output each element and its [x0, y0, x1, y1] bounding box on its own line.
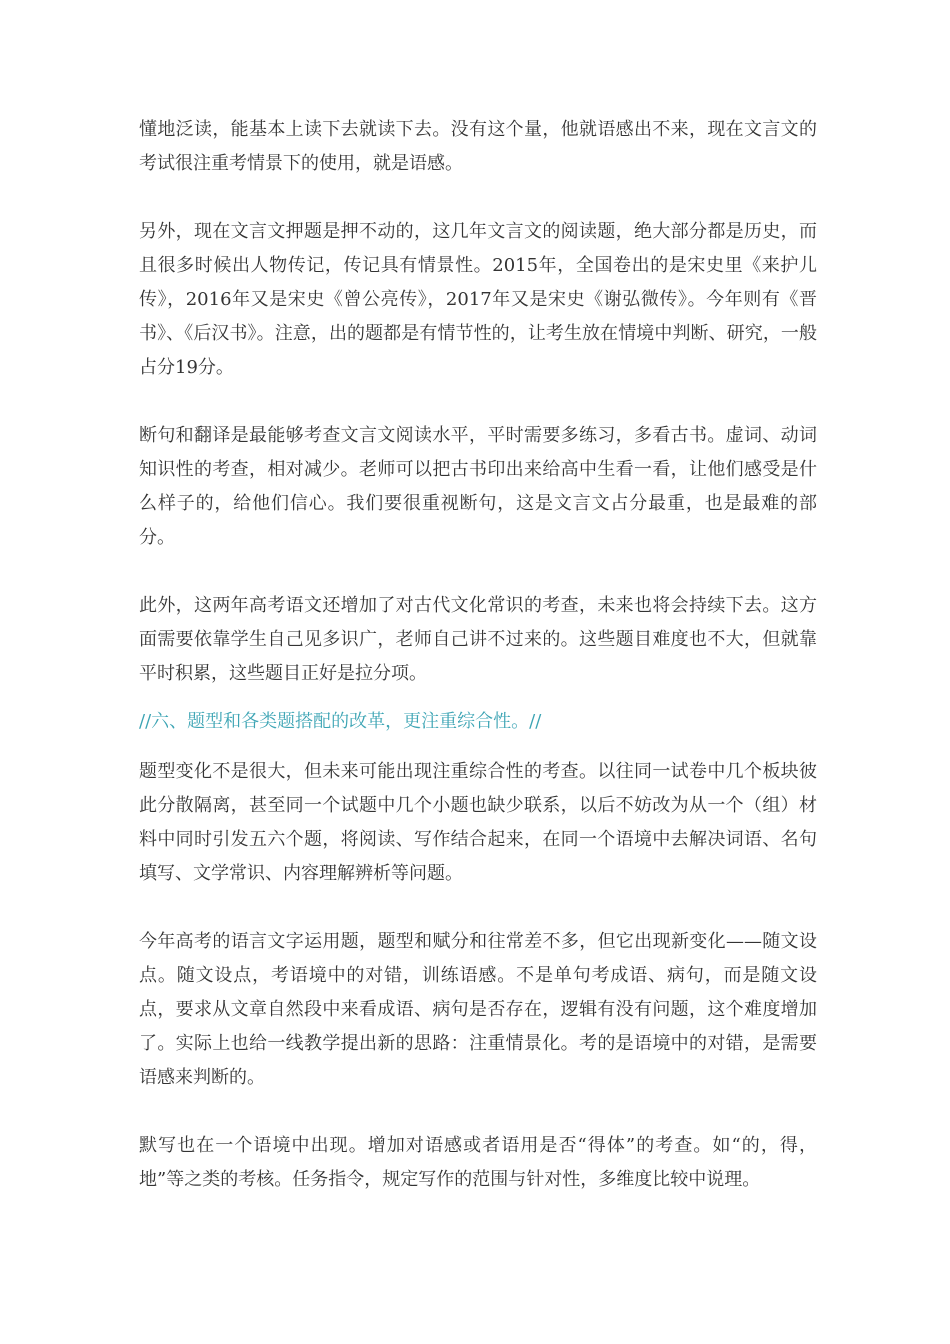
article-body — [139, 113, 817, 1231]
paragraph-question-types: 题型变化不是很大，但未来可能出现注重综合性的考查。以往同一试卷中几个板块彼此分散隔离，甚至同一个试题中几个小题也缺少联系，以后不妨改为从一个（组）材料中同时引发五六个题，将阅读、写作结合起来，在同一个语境中去解决词语、名句填写、文学常识、内容理解辨析等问题。 — [139, 761, 817, 884]
section-heading-six: //六、题型和各类题搭配的改革，更注重综合性。// — [139, 711, 542, 732]
paragraph-cultural-knowledge: 此外，这两年高考语文还增加了对古代文化常识的考查，未来也将会持续下去。这方面需要依靠学生自己见多识广，老师自己讲不过来的。这些题目难度也不大，但就靠平时积累，这些题目正好是拉分项。 — [139, 595, 817, 684]
paragraph-sentence-breaking: 断句和翻译是最能够考查文言文阅读水平，平时需要多练习，多看古书。虚词、动词知识性的考查，相对减少。老师可以把古书印出来给高中生看一看，让他们感受是什么样子的，给他们信心。我们要很重视断句，这是文言文占分最重，也是最难的部分。 — [139, 425, 817, 548]
paragraph-biography-questions: 另外，现在文言文押题是押不动的，这几年文言文的阅读题，绝大部分都是历史，而且很多时候出人物传记，传记具有情景性。2015年，全国卷出的是宋史里《来护儿传》，2016年又是宋史《曾公亮传》，2017年又是宋史《谢弘微传》。今年则有《晋书》、《后汉书》。注意，出的题都是有情节性的，让考生放在情境中判断、研究，一般占分19分。 — [139, 221, 817, 378]
paragraph-language-usage: 今年高考的语言文字运用题，题型和赋分和往常差不多，但它出现新变化——随文设点。随文设点，考语境中的对错，训练语感。不是单句考成语、病句，而是随文设点，要求从文章自然段中来看成语、病句是否存在，逻辑有没有问题，这个难度增加了。实际上也给一线教学提出新的思路：注重情景化。考的是语境中的对错，是需要语感来判断的。 — [139, 931, 817, 1088]
paragraph-classical-reading: 懂地泛读，能基本上读下去就读下去。没有这个量，他就语感出不来，现在文言文的考试很注重考情景下的使用，就是语感。 — [139, 119, 817, 174]
paragraph-dictation: 默写也在一个语境中出现。增加对语感或者语用是否“得体”的考查。如“的，得，地”等之类的考核。任务指令，规定写作的范围与针对性，多维度比较中说理。 — [139, 1135, 817, 1190]
